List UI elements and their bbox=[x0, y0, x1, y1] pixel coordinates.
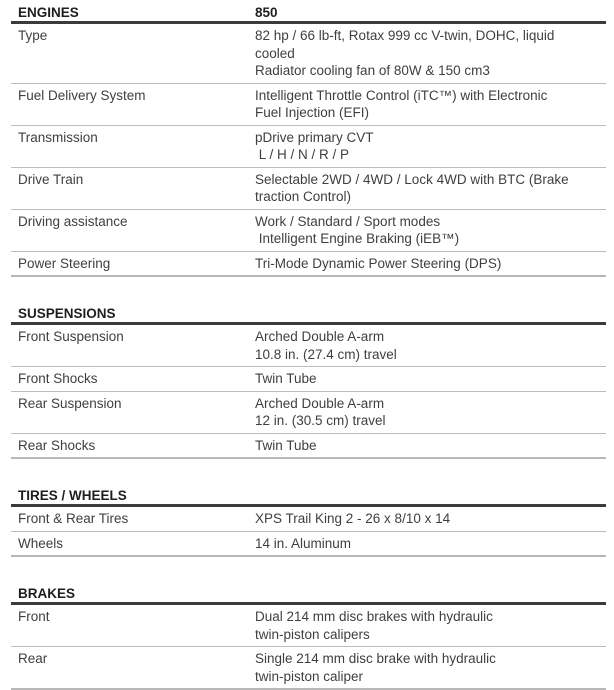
section-spacer bbox=[11, 459, 606, 483]
spec-section bbox=[11, 581, 606, 690]
spec-row bbox=[11, 126, 606, 168]
spec-value-line: 82 hp / 66 lb-ft, Rotax 999 cc V-twin, DOHC, liquid bbox=[255, 28, 555, 43]
spec-label: Rear bbox=[18, 651, 48, 666]
spec-value bbox=[255, 255, 606, 273]
spec-value-line: Fuel Injection (EFI) bbox=[255, 105, 370, 120]
spec-value bbox=[255, 27, 606, 80]
spec-value-line: twin-piston caliper bbox=[255, 668, 364, 684]
section-spacer bbox=[11, 277, 606, 301]
spec-value-line: Dual 214 mm disc brakes with hydraulic bbox=[255, 609, 493, 624]
spec-value-line: traction Control) bbox=[255, 189, 352, 204]
spec-value-line: Arched Double A-arm bbox=[255, 329, 385, 344]
section-header bbox=[11, 483, 606, 507]
spec-section bbox=[11, 301, 606, 459]
spec-value-line: Work / Standard / Sport modes bbox=[255, 213, 441, 229]
spec-value-line: Radiator cooling fan of 80W & 150 cm3 bbox=[255, 63, 490, 78]
spec-value-line: Arched Double A-arm bbox=[255, 395, 385, 411]
spec-value-line: twin-piston calipers bbox=[255, 626, 370, 642]
section-header bbox=[11, 301, 606, 325]
spec-row bbox=[11, 168, 606, 210]
spec-row bbox=[11, 507, 606, 532]
spec-row bbox=[11, 647, 606, 690]
spec-value bbox=[255, 535, 606, 553]
section-spacer bbox=[11, 557, 606, 581]
spec-value bbox=[255, 328, 606, 363]
section-title: SUSPENSIONS bbox=[18, 306, 116, 321]
spec-value-line: XPS Trail King 2 - 26 x 8/10 x 14 bbox=[255, 511, 451, 526]
spec-row bbox=[11, 605, 606, 647]
spec-label: Rear Suspension bbox=[18, 395, 122, 411]
spec-value bbox=[255, 370, 606, 388]
spec-value bbox=[255, 171, 606, 206]
spec-value bbox=[255, 87, 606, 122]
section-title: ENGINES bbox=[18, 5, 79, 20]
spec-row bbox=[11, 325, 606, 367]
section-title: BRAKES bbox=[18, 586, 76, 601]
spec-value-line: Single 214 mm disc brake with hydraulic bbox=[255, 651, 496, 666]
spec-label: Wheels bbox=[18, 535, 64, 551]
spec-label: Drive Train bbox=[18, 171, 84, 187]
section-title: TIRES / WHEELS bbox=[18, 488, 127, 503]
spec-label: Front Shocks bbox=[18, 371, 98, 386]
spec-value-line: 12 in. (30.5 cm) travel bbox=[255, 413, 386, 428]
spec-section bbox=[11, 483, 606, 557]
spec-value-line: cooled bbox=[255, 45, 295, 61]
spec-value bbox=[255, 608, 606, 643]
spec-label: Transmission bbox=[18, 129, 98, 145]
spec-value-line: L / H / N / R / P bbox=[255, 147, 350, 162]
column-header: 850 bbox=[255, 5, 278, 20]
spec-row bbox=[11, 210, 606, 252]
spec-label: Front Suspension bbox=[18, 329, 124, 344]
spec-row bbox=[11, 367, 606, 392]
spec-value bbox=[255, 395, 606, 430]
section-header bbox=[11, 581, 606, 605]
spec-row bbox=[11, 84, 606, 126]
section-header bbox=[11, 0, 606, 24]
spec-value bbox=[255, 129, 606, 164]
spec-label: Fuel Delivery System bbox=[18, 87, 146, 103]
spec-value bbox=[255, 437, 606, 455]
spec-label: Front bbox=[18, 609, 50, 624]
spec-label: Power Steering bbox=[18, 255, 111, 271]
spec-label: Type bbox=[18, 28, 48, 43]
spec-value bbox=[255, 510, 606, 528]
spec-row bbox=[11, 252, 606, 278]
spec-value bbox=[255, 650, 606, 685]
spec-value-line: Twin Tube bbox=[255, 371, 317, 386]
spec-label: Front & Rear Tires bbox=[18, 511, 129, 526]
spec-value-line: 10.8 in. (27.4 cm) travel bbox=[255, 346, 397, 362]
spec-value-line: Intelligent Throttle Control (iTC™) with Electronic bbox=[255, 87, 548, 103]
spec-value-line: Selectable 2WD / 4WD / Lock 4WD with BTC (Brake bbox=[255, 171, 569, 187]
spec-label: Driving assistance bbox=[18, 213, 128, 229]
spec-row bbox=[11, 24, 606, 84]
spec-label: Rear Shocks bbox=[18, 437, 96, 453]
spec-value-line: Twin Tube bbox=[255, 437, 317, 453]
spec-value-line: Intelligent Engine Braking (iEB™) bbox=[255, 231, 460, 246]
spec-value-line: 14 in. Aluminum bbox=[255, 535, 352, 551]
spec-row bbox=[11, 532, 606, 558]
spec-section bbox=[11, 0, 606, 277]
spec-value-line: Tri-Mode Dynamic Power Steering (DPS) bbox=[255, 255, 502, 271]
spec-value-line: pDrive primary CVT bbox=[255, 129, 374, 145]
spec-sheet bbox=[11, 0, 606, 690]
spec-row bbox=[11, 434, 606, 460]
spec-row bbox=[11, 392, 606, 434]
spec-value bbox=[255, 213, 606, 248]
